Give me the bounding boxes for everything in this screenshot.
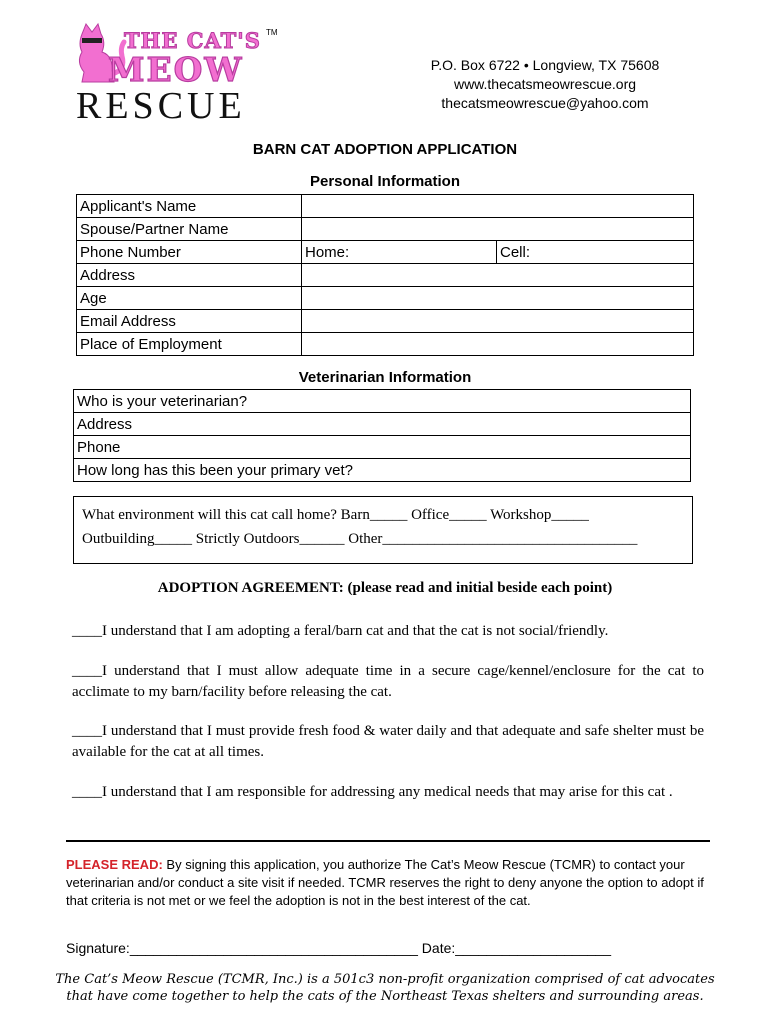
agreement-point[interactable]: ____I understand that I must provide fresh food & water daily and that adequate and safe shelter must be available for the cat at all times. bbox=[72, 723, 704, 760]
logo-text-line2: MEOW bbox=[108, 50, 244, 89]
agreement-heading: ADOPTION AGREEMENT: (please read and initial beside each point) bbox=[157, 580, 613, 596]
environment-box bbox=[73, 496, 693, 564]
personal-info-table bbox=[76, 194, 694, 356]
footer bbox=[0, 971, 770, 1005]
row-label: Applicant's Name bbox=[77, 195, 302, 218]
table-row bbox=[77, 310, 694, 333]
cell-phone-field[interactable] bbox=[497, 241, 694, 264]
table-row bbox=[77, 333, 694, 356]
signature-date-line[interactable]: Signature:_____________________________________ Date:____________________ bbox=[66, 940, 611, 956]
agreement-point[interactable]: ____I understand that I must allow adequate time in a secure cage/kennel/enclosure for the cat to acclimate to my barn/facility before releasing the cat. bbox=[72, 663, 704, 700]
row-label: Place of Employment bbox=[77, 333, 302, 356]
footer-line: that have come together to help the cats of the Northeast Texas shelters and surrounding areas. bbox=[66, 989, 704, 1004]
email-field[interactable] bbox=[302, 310, 694, 333]
table-row[interactable] bbox=[74, 436, 691, 459]
agreement-point[interactable]: ____I understand that I am adopting a feral/barn cat and that the cat is not social/friendly. bbox=[72, 623, 609, 639]
cell-label: Cell: bbox=[500, 243, 531, 261]
website-link[interactable]: www.thecatsmeowrescue.org bbox=[453, 76, 637, 92]
row-label: Spouse/Partner Name bbox=[77, 218, 302, 241]
table-row bbox=[77, 241, 694, 264]
row-label: Email Address bbox=[77, 310, 302, 333]
home-phone-field[interactable] bbox=[302, 241, 497, 264]
personal-info-heading: Personal Information bbox=[309, 173, 461, 190]
employment-field[interactable] bbox=[302, 333, 694, 356]
divider bbox=[66, 840, 710, 842]
notice bbox=[66, 856, 714, 910]
table-row bbox=[77, 195, 694, 218]
age-field[interactable] bbox=[302, 287, 694, 310]
form-title: BARN CAT ADOPTION APPLICATION bbox=[252, 141, 518, 158]
address-field[interactable] bbox=[302, 264, 694, 287]
table-row[interactable] bbox=[74, 390, 691, 413]
vet-info-table bbox=[73, 389, 691, 482]
notice-label: PLEASE READ: bbox=[66, 857, 163, 872]
table-row[interactable] bbox=[74, 413, 691, 436]
logo-text-line1: THE CAT'S bbox=[124, 28, 261, 53]
table-row bbox=[77, 264, 694, 287]
vet-name-field[interactable]: Who is your veterinarian? bbox=[74, 390, 691, 413]
row-label: Age bbox=[77, 287, 302, 310]
environment-options[interactable]: Outbuilding_____ Strictly Outdoors______ Other__________________________________ bbox=[82, 531, 638, 547]
email-link[interactable]: thecatsmeowrescue@yahoo.com bbox=[441, 95, 649, 111]
logo-text-line3: RESCUE bbox=[76, 85, 246, 127]
vet-phone-field[interactable]: Phone bbox=[74, 436, 691, 459]
spouse-name-field[interactable] bbox=[302, 218, 694, 241]
home-label: Home: bbox=[305, 243, 350, 261]
vet-info-heading: Veterinarian Information bbox=[298, 369, 472, 386]
vet-duration-field[interactable]: How long has this been your primary vet? bbox=[74, 459, 691, 482]
row-label: Address bbox=[77, 264, 302, 287]
contact-info bbox=[390, 56, 700, 113]
footer-line: The Cat’s Meow Rescue (TCMR, Inc.) is a 501c3 non-profit organization comprised of cat advocates bbox=[55, 972, 715, 987]
table-row bbox=[77, 287, 694, 310]
notice-text: By signing this application, you authorize The Cat’s Meow Rescue (TCMR) to contact your veterinarian and/or conduct a site visit if needed. TCMR reserves the right to deny anyone the option to adopt if that criteria is not met or we feel the adoption is not in the best interest of the cat. bbox=[66, 857, 704, 908]
postal-address: P.O. Box 6722 • Longview, TX 75608 bbox=[430, 57, 660, 73]
applicant-name-field[interactable] bbox=[302, 195, 694, 218]
table-row[interactable] bbox=[74, 459, 691, 482]
table-row bbox=[77, 218, 694, 241]
trademark: TM bbox=[266, 28, 278, 37]
environment-question[interactable]: What environment will this cat call home? Barn_____ Office_____ Workshop_____ bbox=[82, 507, 589, 523]
row-label: Phone Number bbox=[77, 241, 302, 264]
agreement-point[interactable]: ____I understand that I am responsible for addressing any medical needs that may arise for this cat . bbox=[72, 784, 673, 800]
logo bbox=[68, 22, 278, 127]
vet-address-field[interactable]: Address bbox=[74, 413, 691, 436]
